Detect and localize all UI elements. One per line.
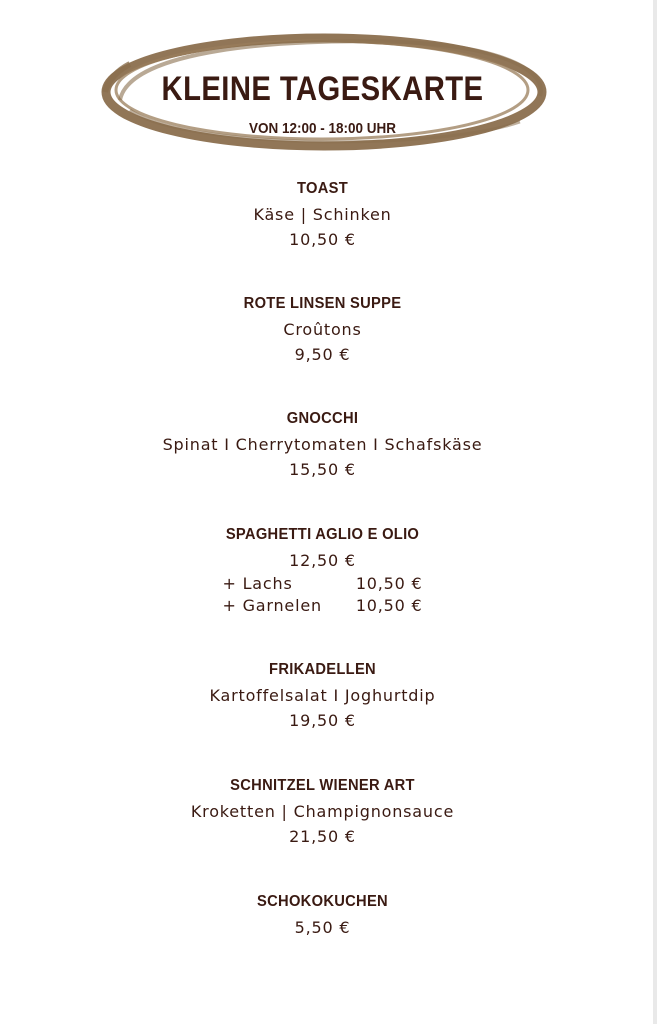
menu-item-toast (0, 178, 645, 252)
dish-description: Kroketten | Champignonsauce (190, 802, 455, 821)
menu-item-rote-linsen-suppe (0, 293, 645, 367)
dish-price: 19,50 € (289, 711, 356, 730)
extra-label: + Lachs (222, 574, 293, 593)
dish-name: TOAST (296, 180, 349, 197)
dish-price: 9,50 € (294, 345, 351, 364)
extra-price: 10,50 € (355, 574, 423, 593)
dish-name: FRIKADELLEN (269, 661, 376, 678)
dish-extras (223, 573, 423, 617)
menu-title: KLEINE TAGESKARTE (161, 70, 484, 108)
dish-price: 10,50 € (289, 230, 356, 249)
header-emblem (100, 30, 555, 160)
dish-price: 21,50 € (289, 827, 356, 846)
dish-name: GNOCCHI (286, 410, 359, 427)
menu-item-spaghetti-aglio-e-olio (0, 524, 645, 617)
dish-price: 15,50 € (289, 460, 356, 479)
extra-option (223, 573, 423, 595)
page-edge (653, 0, 657, 1024)
menu-item-schokokuchen (0, 891, 645, 940)
dish-description: Kartoffelsalat I Joghurtdip (209, 686, 436, 705)
dish-name: SPAGHETTI AGLIO E OLIO (225, 526, 420, 543)
dish-name: ROTE LINSEN SUPPE (243, 295, 402, 312)
dish-name: SCHOKOKUCHEN (257, 893, 388, 910)
dish-price: 12,50 € (289, 551, 356, 570)
extra-option (223, 595, 423, 617)
dish-name: SCHNITZEL WIENER ART (230, 777, 415, 794)
extra-price: 10,50 € (355, 596, 423, 615)
menu-item-schnitzel-wiener-art (0, 775, 645, 849)
menu-item-gnocchi (0, 408, 645, 482)
extra-label: + Garnelen (222, 596, 322, 615)
dish-description: Spinat I Cherrytomaten I Schafskäse (162, 435, 483, 454)
dish-description: Croûtons (283, 320, 362, 339)
menu-item-frikadellen (0, 659, 645, 733)
menu-hours: VON 12:00 - 18:00 UHR (248, 120, 397, 137)
dish-description: Käse | Schinken (253, 205, 392, 224)
dish-price: 5,50 € (294, 918, 351, 937)
